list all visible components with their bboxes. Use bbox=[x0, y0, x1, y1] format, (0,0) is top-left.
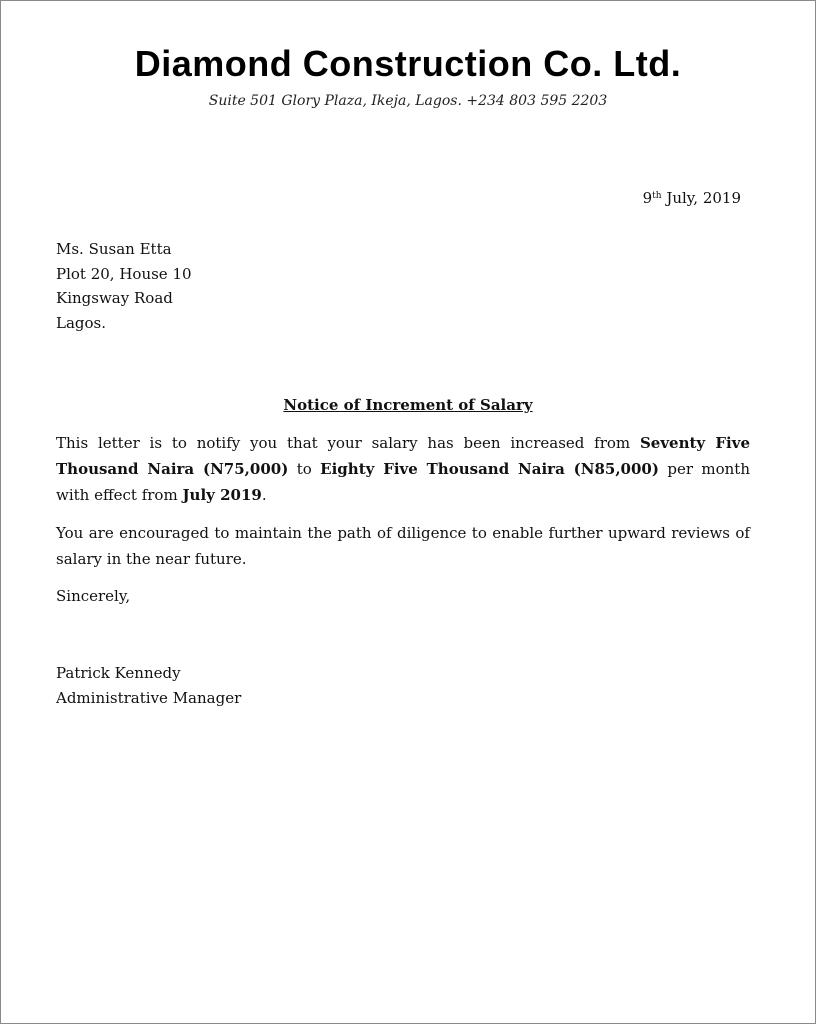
effective-date: July 2019 bbox=[182, 486, 262, 504]
body-paragraph-2: You are encouraged to maintain the path of diligence to enable further upward reviews of salary in the near future. bbox=[56, 524, 750, 568]
new-salary: Eighty Five Thousand Naira (N85,000) bbox=[320, 460, 659, 478]
p1-intro: This letter is to notify you that your salary has been increased from bbox=[56, 434, 640, 452]
old-salary: Seventy Five Thousand Naira (N75,000) bbox=[56, 434, 751, 478]
letter-subject: Notice of Increment of Salary bbox=[283, 396, 533, 414]
recipient-address-line-1: Plot 20, House 10 bbox=[56, 264, 192, 283]
date-rest: July, 2019 bbox=[661, 189, 741, 207]
recipient-address-block bbox=[56, 237, 192, 335]
p1-to: to bbox=[288, 460, 321, 478]
signer-name: Patrick Kennedy bbox=[56, 664, 181, 682]
recipient-city: Lagos. bbox=[56, 313, 107, 332]
signer-title: Administrative Manager bbox=[56, 689, 242, 707]
recipient-address-line-2: Kingsway Road bbox=[56, 289, 173, 307]
signature-block bbox=[56, 661, 241, 711]
p1-mid: per month with effect from bbox=[56, 460, 750, 504]
closing: Sincerely, bbox=[56, 587, 131, 605]
company-address: Suite 501 Glory Plaza, Ikeja, Lagos. +234 803 595 2203 bbox=[208, 93, 608, 109]
date-suffix: th bbox=[652, 191, 662, 201]
p1-end: . bbox=[261, 486, 267, 504]
body-paragraph-1 bbox=[56, 430, 750, 508]
company-name: Diamond Construction Co. Ltd. bbox=[134, 43, 682, 84]
letter-date bbox=[643, 189, 741, 207]
date-day: 9 bbox=[642, 189, 653, 207]
recipient-name: Ms. Susan Etta bbox=[56, 240, 172, 258]
